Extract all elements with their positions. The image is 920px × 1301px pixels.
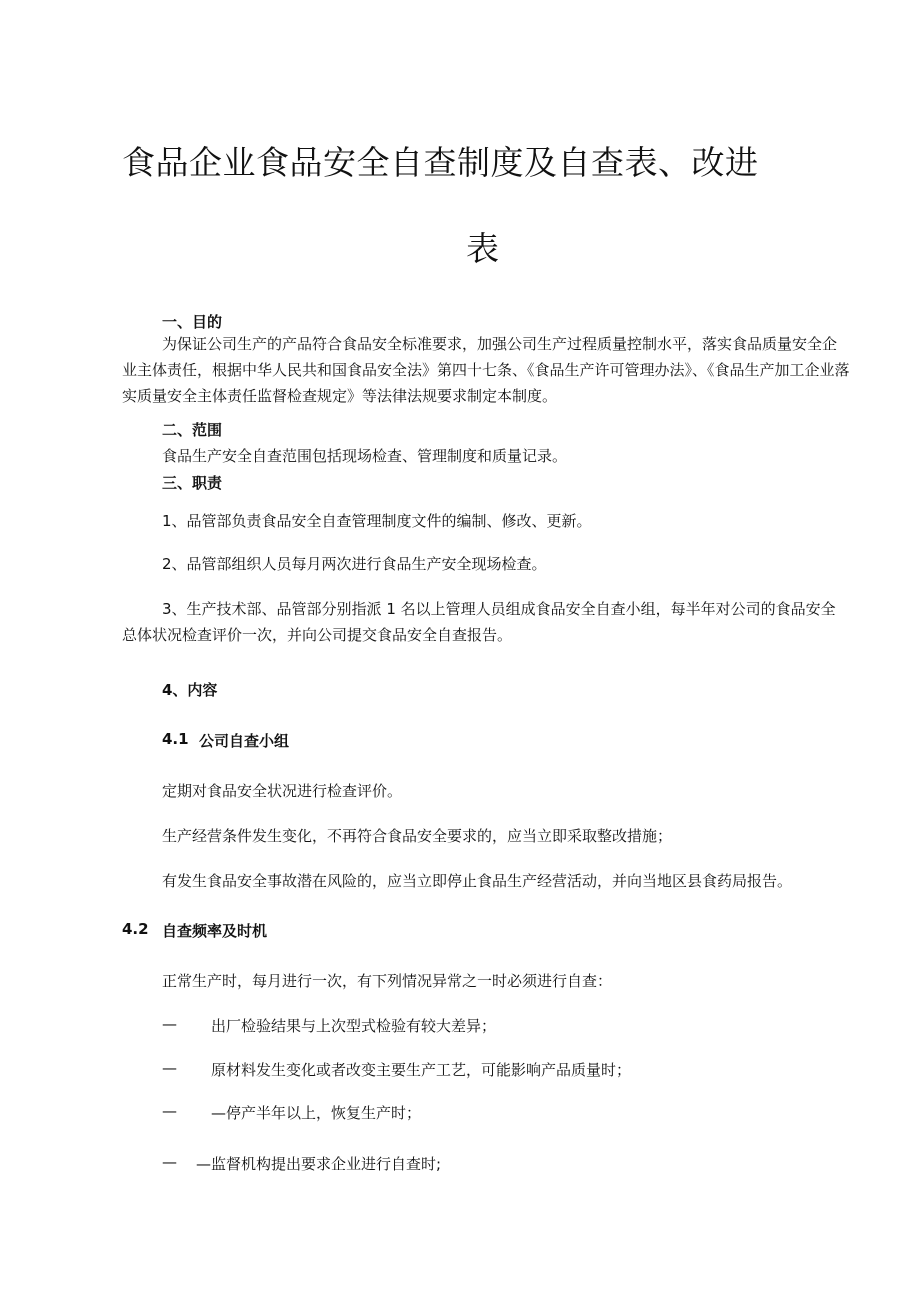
list-item: 出厂检验结果与上次型式检验有较大差异；: [211, 1017, 497, 1035]
section-1-paragraph: 为保证公司生产的产品符合食品安全标准要求，加强公司生产过程质量控制水平，落实食品质量安全企业主体责任，根据中华人民共和国食品安全法》第四十七条、《食品生产许可管理办法》、《食品生产加工企业落实质量安全主体责任监督检查规定》等法律法规要求制定本制度。: [122, 335, 850, 405]
list-dash: —: [162, 1059, 177, 1077]
list-item: —停产半年以上，恢复生产时；: [211, 1104, 422, 1122]
section-2-paragraph: 食品生产安全自查范围包括现场检查、管理制度和质量记录。: [162, 447, 568, 465]
list-item: 原材料发生变化或者改变主要生产工艺，可能影响产品质量时；: [211, 1061, 632, 1079]
section-4-1-paragraph-3: 有发生食品安全事故潜在风险的，应当立即停止食品生产经营活动，并向当地区县食药局报告。: [162, 872, 793, 890]
section-3-item-1: 1、品管部负责食品安全自查管理制度文件的编制、修改、更新。: [162, 512, 592, 530]
section-2-heading: 二、范围: [162, 421, 223, 439]
section-4-1-paragraph-2: 生产经营条件发生变化，不再符合食品安全要求的，应当立即采取整改措施；: [162, 827, 673, 845]
list-dash: —: [162, 1015, 177, 1033]
section-3-heading: 三、职责: [162, 474, 223, 492]
section-4-2-number: 4.2: [122, 920, 149, 938]
section-4-1-number: 4.1: [162, 730, 189, 748]
list-item: —监督机构提出要求企业进行自查时;: [196, 1155, 442, 1173]
section-4-heading: 4、内容: [162, 681, 218, 699]
section-3-item-3: 3、生产技术部、品管部分别指派 1 名以上管理人员组成食品安全自查小组，每半年对公司的食品安全总体状况检查评价一次，并向公司提交食品安全自查报告。: [122, 600, 836, 644]
list-dash: —: [162, 1102, 177, 1120]
section-4-1-paragraph-1: 定期对食品安全状况进行检查评价。: [162, 782, 403, 800]
section-3-item-2: 2、品管部组织人员每月两次进行食品生产安全现场检查。: [162, 555, 547, 573]
doc-title-line2: 表: [466, 229, 500, 268]
section-1-heading: 一、目的: [162, 313, 223, 331]
doc-title-line1: 食品企业食品安全自查制度及自查表、改进: [122, 143, 759, 182]
section-4-2-intro: 正常生产时，每月进行一次，有下列情况异常之一时必须进行自查：: [162, 972, 613, 990]
section-4-1-heading: 公司自查小组: [199, 732, 290, 750]
list-dash: —: [162, 1153, 177, 1171]
section-4-2-heading: 自查频率及时机: [162, 922, 268, 940]
